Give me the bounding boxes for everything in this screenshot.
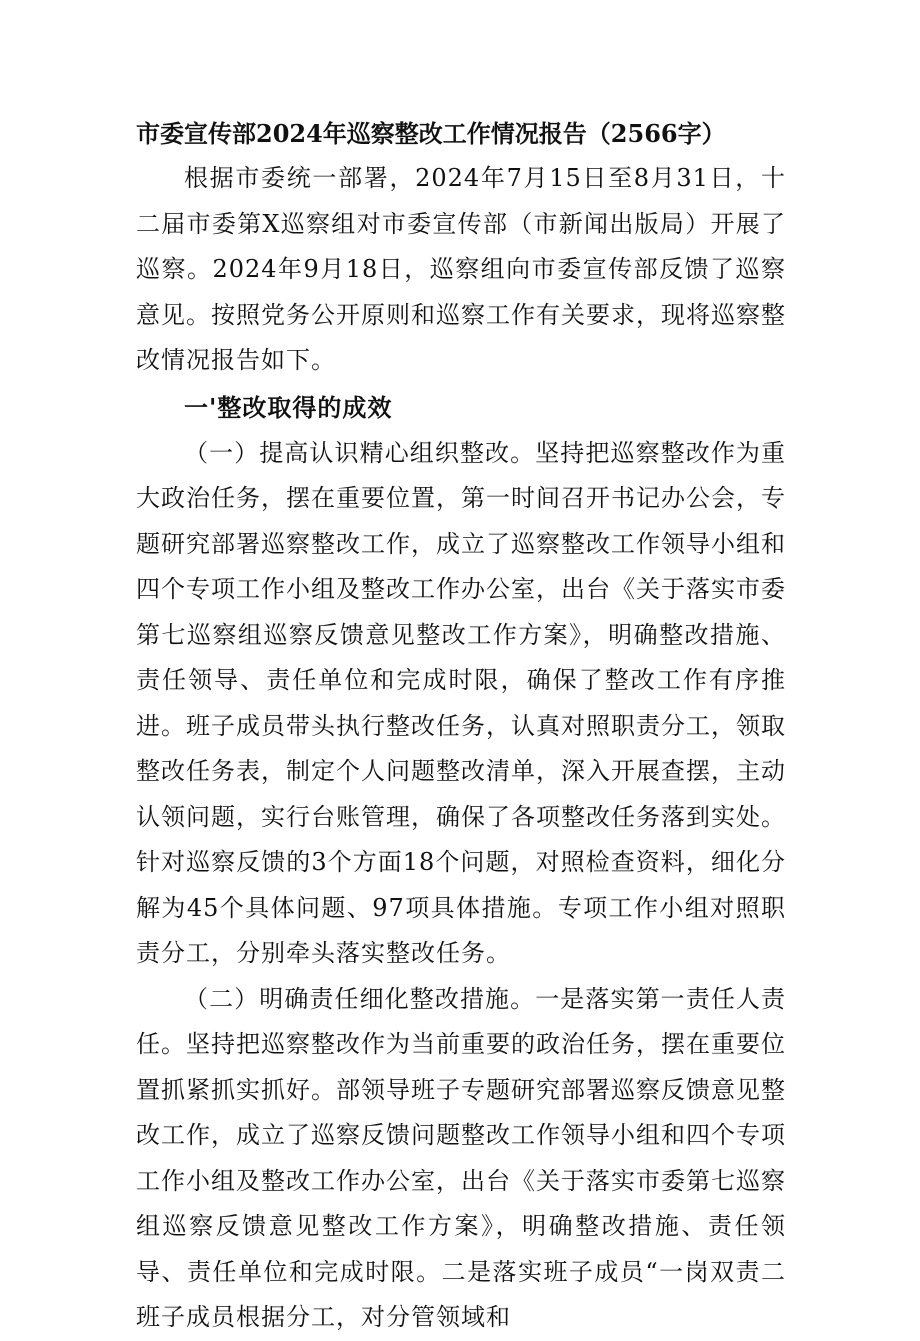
- document-title: 市委宣传部2024年巡察整改工作情况报告（2566字）: [136, 119, 726, 148]
- section-heading: 一'整改取得的成效: [184, 392, 393, 422]
- document-body: [136, 112, 786, 1341]
- intro-paragraph: 根据市委统一部署，2024年7月15日至8月31日，十二届市委第X巡察组对市委宣传部（市新闻出版局）开展了巡察。2024年9月18日，巡察组向市委宣传部反馈了巡察意见。按照党务公开原则和巡察工作有关要求，现将巡察整改情况报告如下。: [136, 164, 786, 374]
- section-paragraph-2: （二）明确责任细化整改措施。一是落实第一责任人责任。坚持把巡察整改作为当前重要的政治任务，摆在重要位置抓紧抓实抓好。部领导班子专题研究部署巡察反馈意见整改工作，成立了巡察反馈问题整改工作领导小组和四个专项工作小组及整改工作办公室，出台《关于落实市委第七巡察组巡察反馈意见整改工作方案》，明确整改措施、责任领导、责任单位和完成时限。二是落实班子成员“一岗双责二班子成员根据分工，对分管领域和: [136, 984, 786, 1331]
- section-paragraph-1: （一）提高认识精心组织整改。坚持把巡察整改作为重大政治任务，摆在重要位置，第一时间召开书记办公会，专题研究部署巡察整改工作，成立了巡察整改工作领导小组和四个专项工作小组及整改工作办公室，出台《关于落实市委第七巡察组巡察反馈意见整改工作方案》，明确整改措施、责任领导、责任单位和完成时限，确保了整改工作有序推进。班子成员带头执行整改任务，认真对照职责分工，领取整改任务表，制定个人问题整改清单，深入开展查摆，主动认领问题，实行台账管理，确保了各项整改任务落到实处。针对巡察反馈的3个方面18个问题，对照检查资料，细化分解为45个具体问题、97项具体措施。专项工作小组对照职责分工，分别牵头落实整改任务。: [136, 438, 786, 967]
